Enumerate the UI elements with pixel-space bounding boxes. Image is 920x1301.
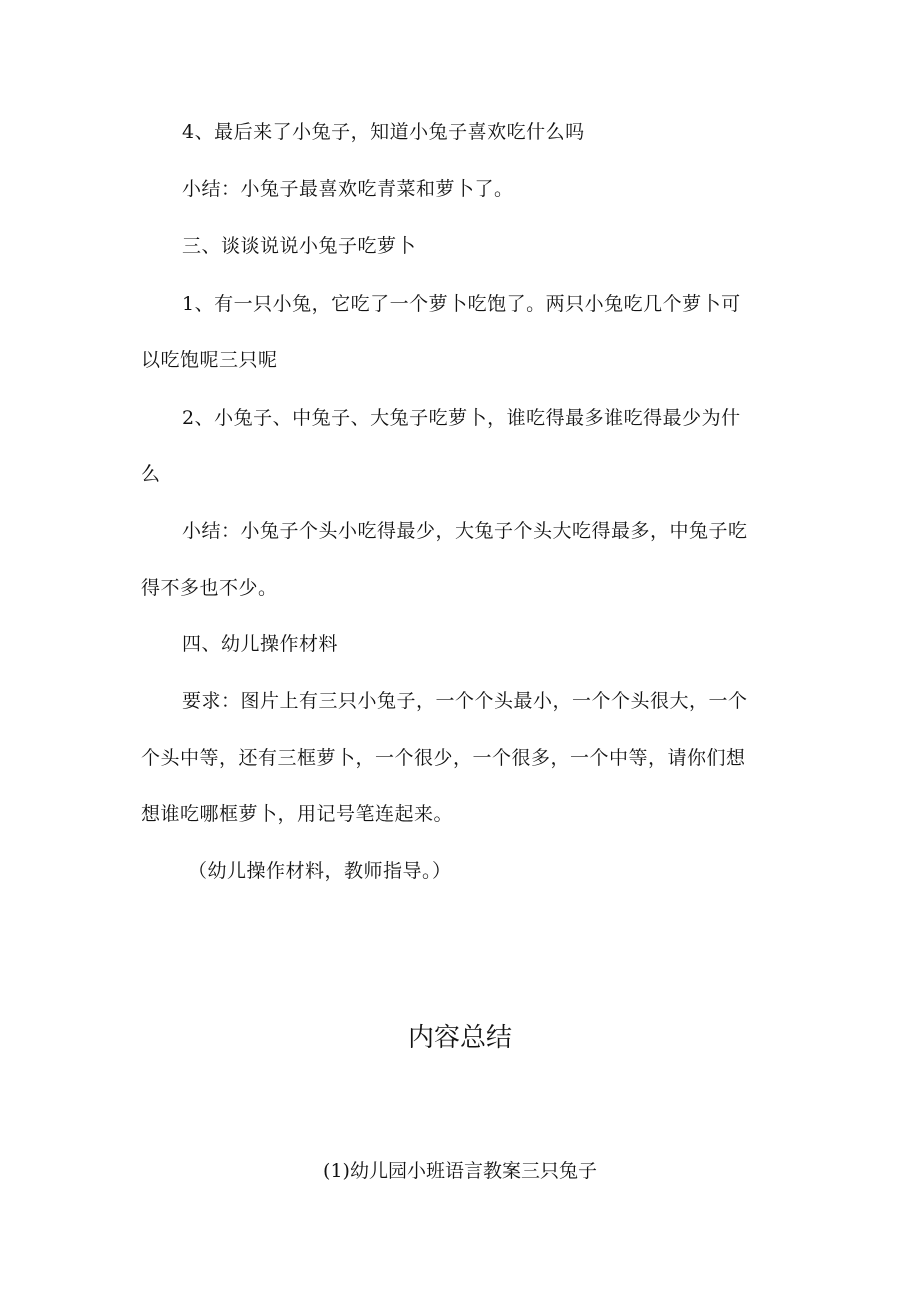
paragraph-summary-2-line-1: 小结：小兔子个头小吃得最少，大兔子个头大吃得最多，中兔子吃 bbox=[182, 520, 748, 542]
section-heading-3: 三、谈谈说说小兔子吃萝卜 bbox=[182, 235, 417, 257]
paragraph-requirement-line-1: 要求：图片上有三只小兔子，一个个头最小，一个个头很大，一个 bbox=[182, 690, 748, 712]
paragraph-summary-2-line-2: 得不多也不少。 bbox=[141, 577, 278, 599]
paragraph-note: （幼儿操作材料，教师指导。） bbox=[188, 860, 452, 882]
paragraph-item-1-line-2: 以吃饱呢三只呢 bbox=[141, 349, 278, 371]
paragraph-item-1-line-1: 1、有一只小兔，它吃了一个萝卜吃饱了。两只小兔吃几个萝卜可 bbox=[182, 293, 741, 315]
paragraph-item-2-line-2: 么 bbox=[141, 463, 161, 485]
section-heading-4: 四、幼儿操作材料 bbox=[182, 633, 339, 655]
paragraph-requirement-line-2: 个头中等，还有三框萝卜，一个很少，一个很多，一个中等，请你们想 bbox=[141, 747, 746, 769]
paragraph-step-4: 4、最后来了小兔子，知道小兔子喜欢吃什么吗 bbox=[182, 121, 585, 143]
paragraph-item-2-line-1: 2、小兔子、中兔子、大兔子吃萝卜，谁吃得最多谁吃得最少为什 bbox=[182, 407, 741, 429]
summary-heading: 内容总结 bbox=[407, 1023, 512, 1053]
paragraph-summary-1: 小结：小兔子最喜欢吃青菜和萝卜了。 bbox=[182, 178, 514, 200]
paragraph-requirement-line-3: 想谁吃哪框萝卜，用记号笔连起来。 bbox=[141, 803, 454, 825]
summary-item: (1)幼儿园小班语言教案三只兔子 bbox=[323, 1160, 597, 1182]
